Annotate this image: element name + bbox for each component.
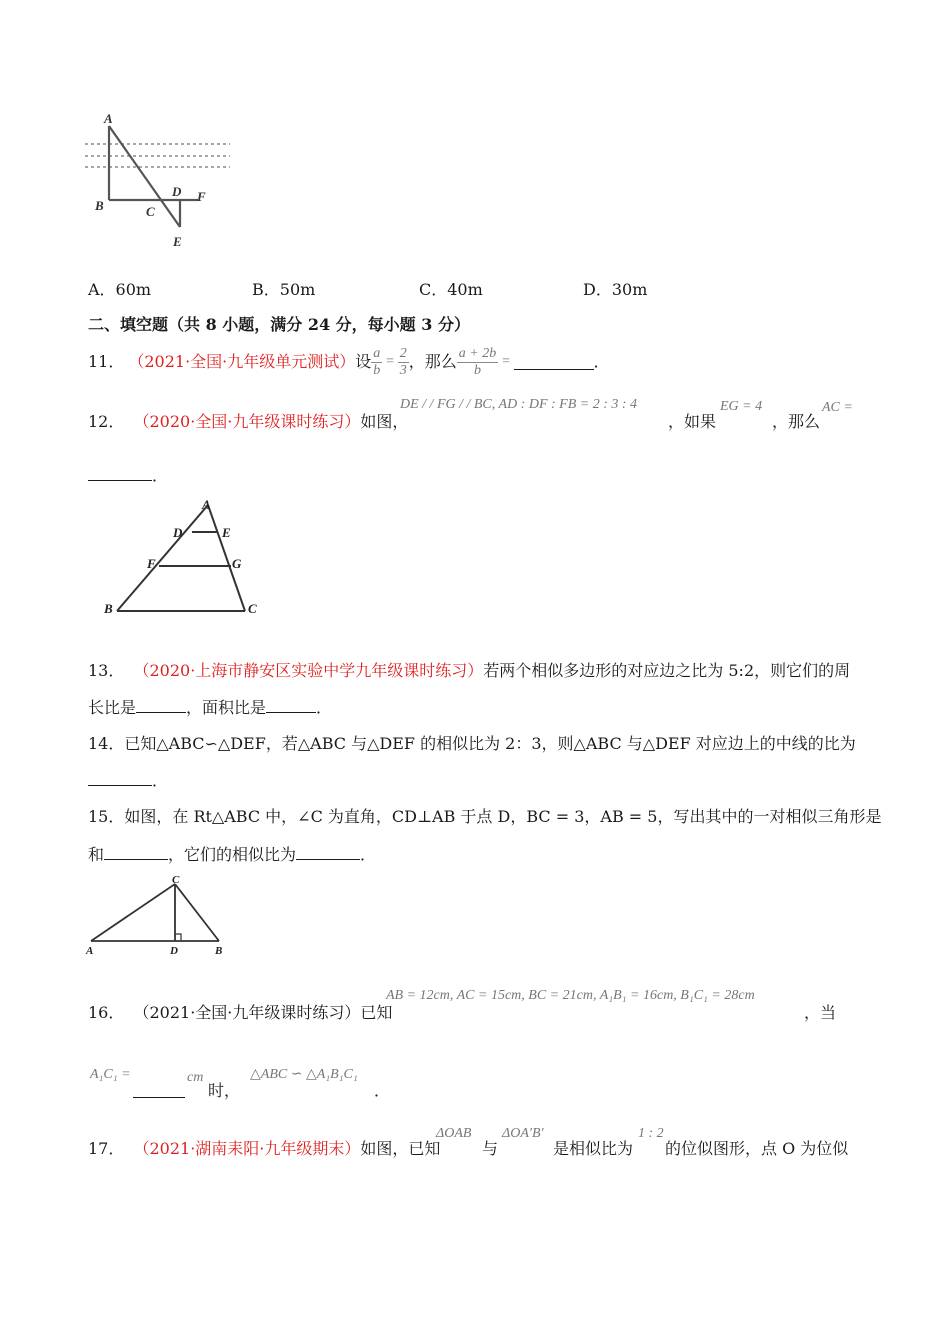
question-text: ． xyxy=(374,1081,391,1100)
answer-blank xyxy=(136,698,186,713)
answer-blank xyxy=(514,355,594,370)
question-text: 长比是 xyxy=(88,698,137,717)
label-d: D xyxy=(173,525,183,540)
label-a: A xyxy=(202,497,211,512)
label-a: A xyxy=(104,111,113,126)
question-14-line1: 14．已知△ABC∽△DEF，若△ABC 与△DEF 的相似比为 2：3，则△ABC 与△DEF 对应边上的中线的比为 xyxy=(88,734,856,753)
section-title: 二、填空题（共 8 小题，满分 24 分，每小题 3 分） xyxy=(88,315,470,334)
answer-blank xyxy=(88,466,152,481)
option-d: D．30m xyxy=(583,280,648,299)
math-ratio: 1 : 2 xyxy=(638,1126,664,1141)
label-b: B xyxy=(215,945,223,957)
question-number: 13． xyxy=(88,661,125,680)
question-text: 的位似图形，点 O 为位似 xyxy=(665,1139,849,1158)
question-text: 若两个相似多边形的对应边之比为 5:2，则它们的周 xyxy=(483,661,851,680)
label-c: C xyxy=(146,204,155,219)
math-oab-prime: ΔOA′B′ xyxy=(502,1126,544,1141)
label-b: B xyxy=(104,601,113,616)
math-a1c1: A₁C₁ = xyxy=(90,1067,131,1082)
label-f: F xyxy=(147,556,156,571)
question-text: ，那么 xyxy=(772,412,821,431)
answer-blank xyxy=(296,845,360,860)
question-text: ． xyxy=(360,845,377,864)
option-b: B．50m xyxy=(252,280,316,299)
label-c: C xyxy=(248,601,257,616)
math-lengths: AB = 12cm, AC = 15cm, BC = 21cm, A₁B₁ = 16cm, B₁C₁ = 28cm xyxy=(386,988,755,1003)
question-number: 11． xyxy=(88,352,125,371)
question-15-line1: 15．如图，在 Rt△ABC 中，∠C 为直角，CD⊥AB 于点 D，BC = 3，AB = 5，写出其中的一对相似三角形是 xyxy=(88,807,882,826)
question-source: （2020·上海市静安区实验中学九年级课时练习） xyxy=(133,661,484,680)
fraction-two-thirds: $\frac{2}{3}$ xyxy=(399,345,407,378)
question-text: ． xyxy=(152,466,169,485)
figure-river-triangle xyxy=(80,108,240,253)
question-source: （2021·湖南耒阳·九年级期末） xyxy=(133,1139,361,1158)
math-eg: EG = 4 xyxy=(720,399,763,414)
label-e: E xyxy=(222,525,231,540)
math-unit: cm xyxy=(187,1070,204,1085)
question-text: ． xyxy=(316,698,333,717)
question-16-prefix xyxy=(88,1003,392,1023)
figure-right-triangle xyxy=(80,870,240,960)
question-15-line2 xyxy=(88,845,376,865)
fraction-expression: $\frac{a + 2b}{b}$ xyxy=(458,345,497,378)
answer-blank xyxy=(104,845,168,860)
question-text: ，面积比是 xyxy=(186,698,267,717)
question-source: （2021·全国·九年级单元测试） xyxy=(128,352,356,371)
label-c: C xyxy=(172,874,180,886)
question-source: （2020·全国·九年级课时练习） xyxy=(133,412,361,431)
option-c: C．40m xyxy=(419,280,483,299)
question-text: ，如果 xyxy=(668,412,717,431)
equals-sign: = xyxy=(501,354,511,369)
question-text: 与 xyxy=(482,1139,499,1158)
side-bc xyxy=(175,884,219,941)
question-text: 已知 xyxy=(360,1003,393,1022)
question-11 xyxy=(88,340,610,384)
side-ab xyxy=(117,505,208,611)
segment-ae xyxy=(109,126,180,227)
label-f: F xyxy=(197,189,206,204)
fraction-a-over-b: $\frac{a}{b}$ xyxy=(373,345,381,378)
question-13-line2 xyxy=(88,698,332,718)
answer-blank xyxy=(266,698,316,713)
label-e: E xyxy=(173,234,182,249)
question-12-prefix xyxy=(88,412,408,432)
question-number: 17． xyxy=(88,1139,125,1158)
question-text: ． xyxy=(593,352,610,371)
label-d: D xyxy=(172,184,182,199)
question-number: 16． xyxy=(88,1003,125,1022)
math-condition: DE / / FG / / BC, AD : DF : FB = 2 : 3 : 4 xyxy=(400,397,638,412)
question-14-line2 xyxy=(88,771,168,791)
question-text: ，那么 xyxy=(408,352,457,371)
question-source: （2021·全国·九年级课时练习） xyxy=(133,1003,361,1022)
question-text: ，当 xyxy=(804,1003,837,1022)
side-ac xyxy=(91,884,175,941)
question-text: 时， xyxy=(208,1081,241,1100)
question-text: 是相似比为 xyxy=(553,1139,634,1158)
question-text: ． xyxy=(152,771,169,790)
question-text: 如图，已知 xyxy=(360,1139,441,1158)
question-text: 和 xyxy=(88,845,105,864)
equals-sign: = xyxy=(385,354,395,369)
question-13-line1 xyxy=(88,661,850,681)
option-a: A．60m xyxy=(88,280,152,299)
answer-blank xyxy=(88,771,152,786)
question-text: ，它们的相似比为 xyxy=(168,845,297,864)
math-similar: △ABC ∽ △A₁B₁C₁ xyxy=(250,1067,358,1082)
label-a: A xyxy=(86,945,94,957)
question-17-prefix xyxy=(88,1139,440,1159)
answer-line-12 xyxy=(88,466,168,486)
label-b: B xyxy=(95,198,104,213)
math-ac: AC = xyxy=(822,400,853,415)
figure-triangle-parallel xyxy=(95,495,270,620)
question-text: 设 xyxy=(355,352,372,371)
label-d: D xyxy=(170,945,178,957)
question-text: 如图， xyxy=(360,412,409,431)
question-number: 12． xyxy=(88,412,125,431)
label-g: G xyxy=(232,556,242,571)
answer-blank xyxy=(133,1083,185,1098)
math-oab: ΔOAB xyxy=(436,1126,472,1141)
